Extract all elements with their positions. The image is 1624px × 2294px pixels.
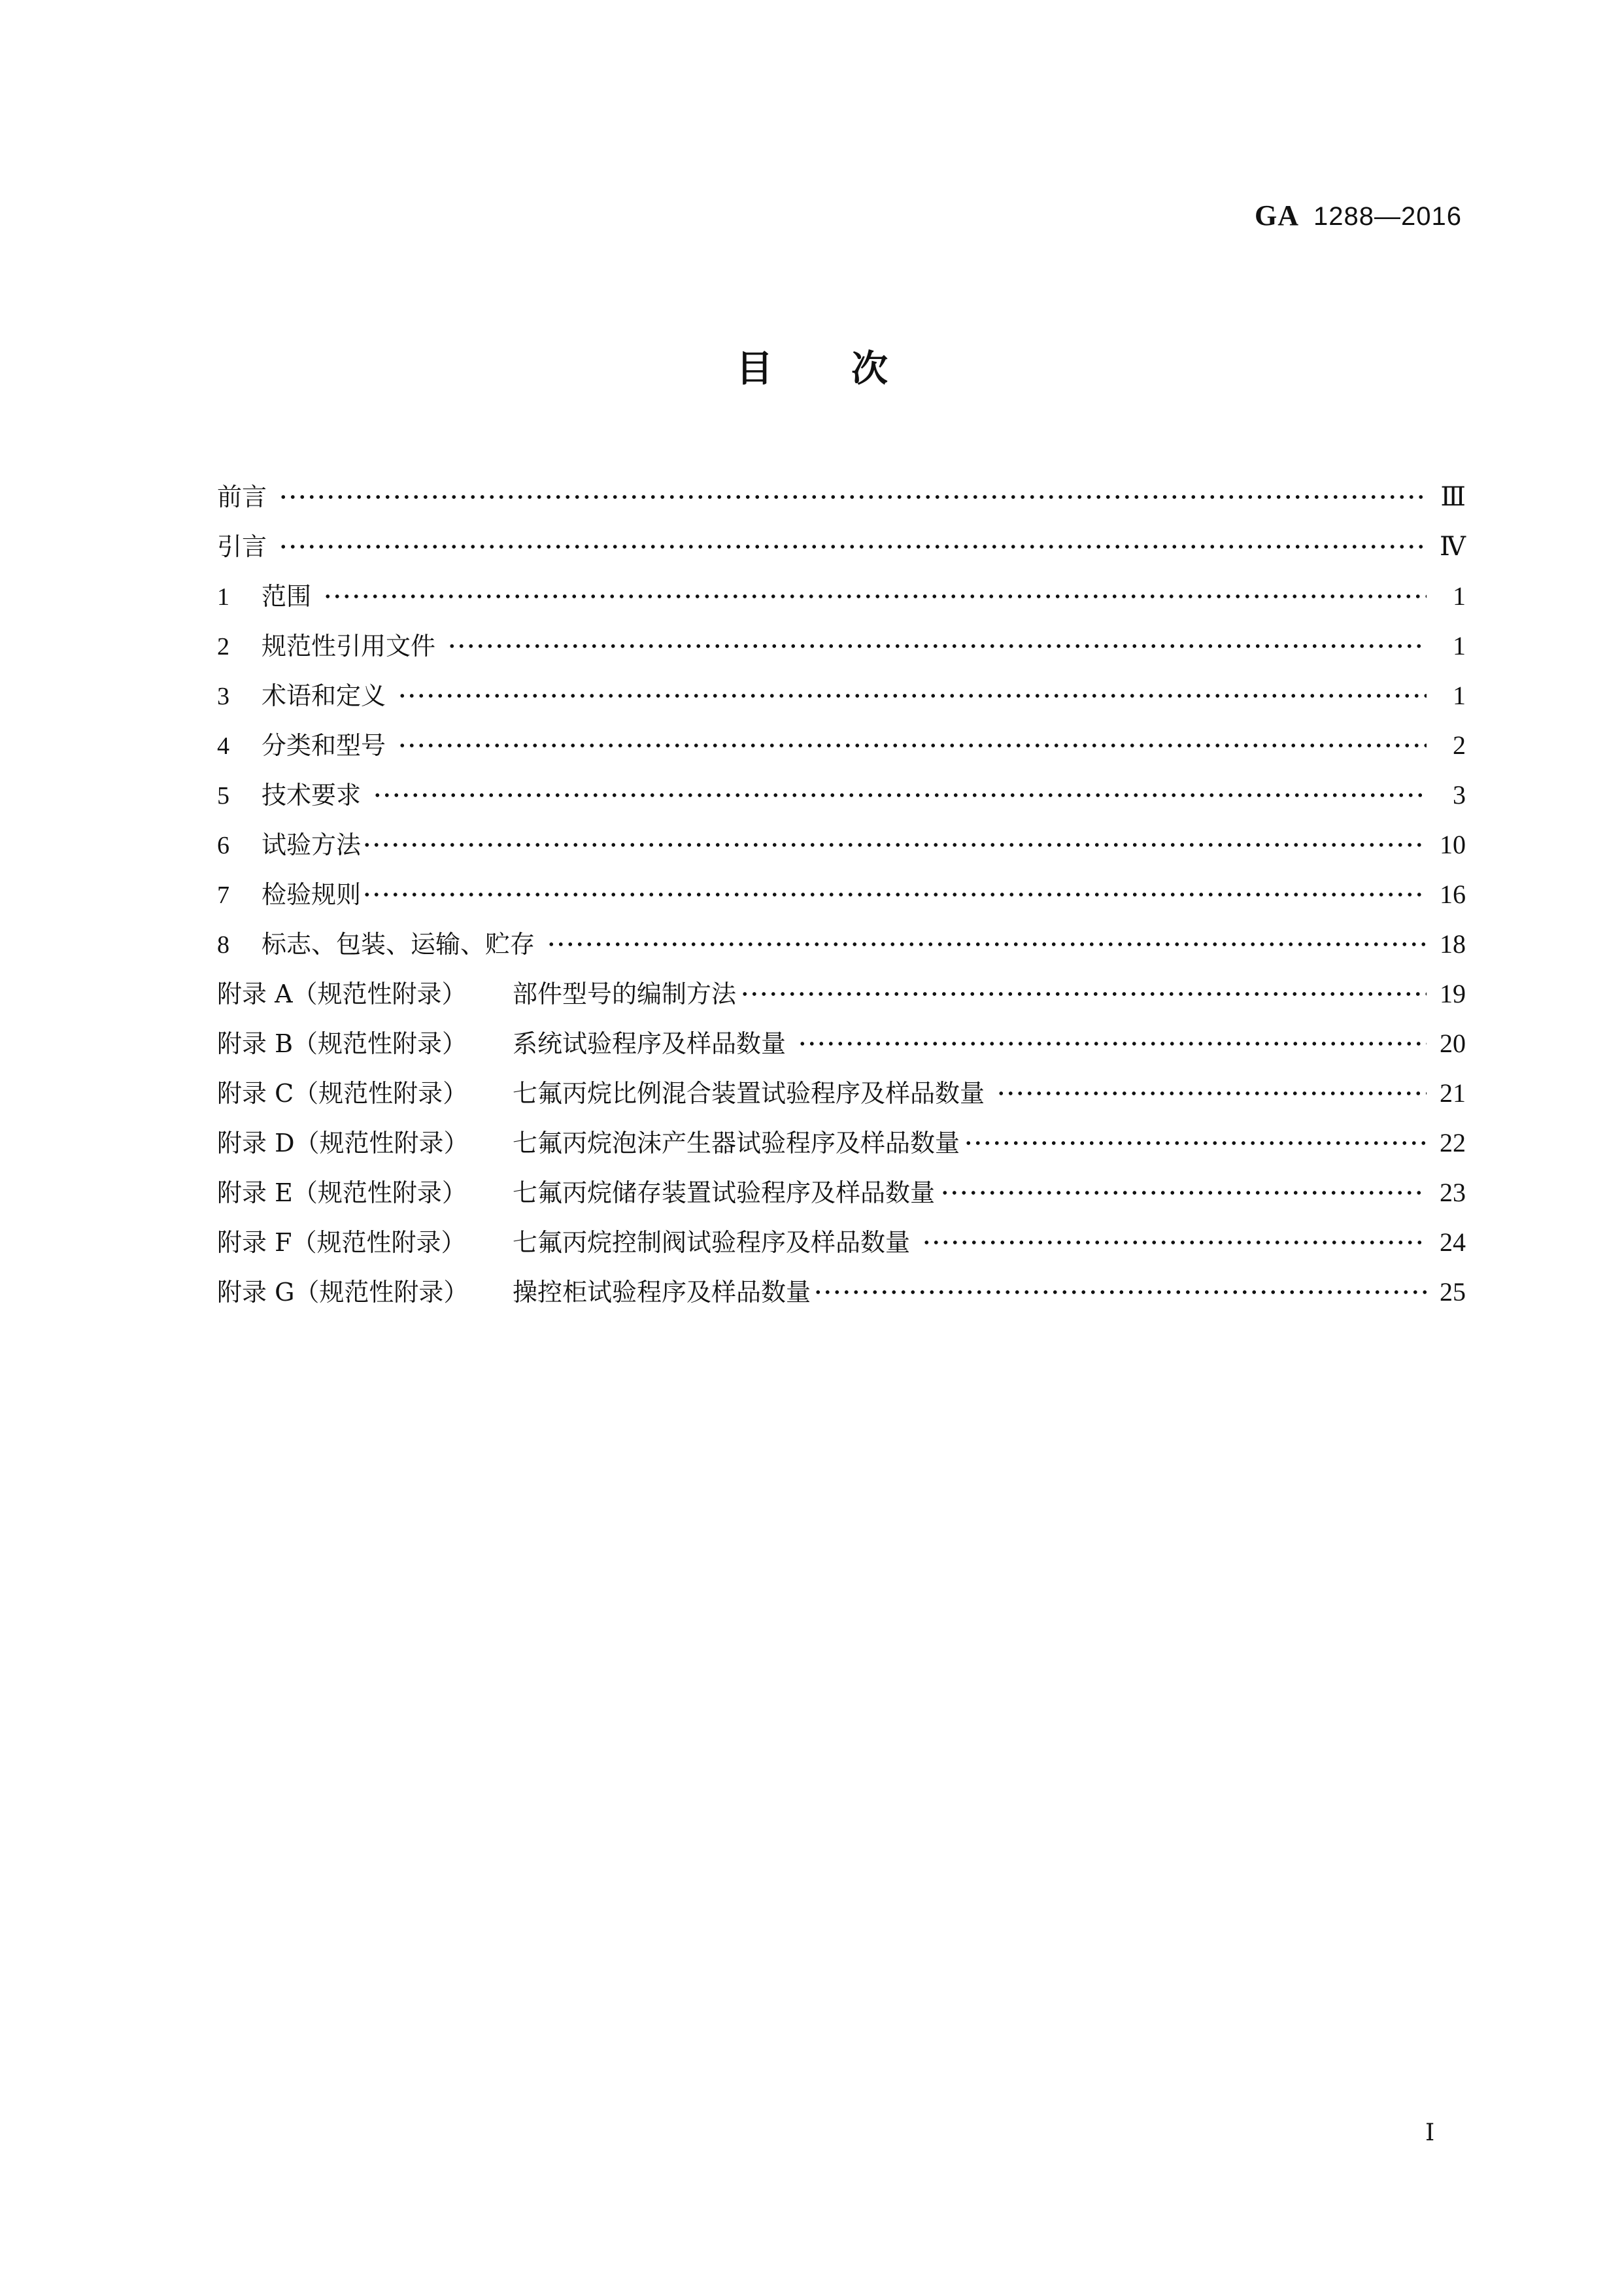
- toc-entry-text: 七氟丙烷控制阀试验程序及样品数量: [513, 1228, 911, 1257]
- standard-number: 1288—2016: [1313, 202, 1462, 231]
- dot-leader: [447, 643, 1427, 649]
- toc-section-number: 2: [217, 633, 229, 660]
- toc-entry-page: 25: [1440, 1277, 1466, 1307]
- toc-entry-text: 系统试验程序及样品数量: [513, 1029, 787, 1058]
- toc-entry-label: [217, 1168, 935, 1218]
- dot-leader: [798, 1040, 1427, 1047]
- toc-entry-page: 23: [1440, 1178, 1466, 1207]
- toc-entry-page: 3: [1453, 780, 1466, 810]
- toc-entry-page: 2: [1453, 730, 1466, 760]
- toc-entry-label: [217, 820, 361, 870]
- toc-entry-page: 1: [1453, 681, 1466, 710]
- toc-entry-text: 技术要求: [262, 781, 362, 810]
- toc-entry-introduction[interactable]: [217, 522, 1466, 572]
- standard-prefix: GA: [1255, 199, 1300, 231]
- standard-code: [1255, 199, 1462, 232]
- dot-leader: [547, 941, 1427, 948]
- toc-section-number: 6: [217, 832, 229, 859]
- toc-entry-label: [217, 919, 535, 970]
- toc-entry-section-6[interactable]: [217, 820, 1466, 870]
- page-title: 目次: [736, 348, 966, 390]
- dot-leader: [922, 1239, 1427, 1246]
- toc-entry-label: [217, 1019, 786, 1069]
- toc-entry-page: 10: [1440, 830, 1466, 859]
- toc-appendix-prefix: 附录 E（规范性附录）: [217, 1178, 467, 1207]
- page-number: Ⅰ: [1425, 2119, 1435, 2146]
- dot-leader: [996, 1090, 1427, 1097]
- toc-entry-text: 规范性引用文件: [262, 632, 436, 660]
- toc-entry-page: 18: [1440, 929, 1466, 959]
- toc-entry-label: [217, 721, 386, 771]
- dot-leader: [740, 991, 1427, 997]
- toc-section-number: 1: [217, 583, 229, 611]
- dot-leader: [362, 891, 1427, 898]
- toc-entry-appendix-e[interactable]: [217, 1168, 1466, 1218]
- toc-entry-section-7[interactable]: [217, 870, 1466, 919]
- toc-entry-text: 引言: [217, 532, 267, 561]
- toc-entry-section-8[interactable]: [217, 919, 1466, 969]
- toc-entry-section-1[interactable]: [217, 572, 1466, 621]
- toc-section-number: 3: [217, 683, 229, 710]
- toc-entry-text: 试验方法: [262, 830, 362, 859]
- toc-entry-text: 标志、包装、运输、贮存: [262, 930, 535, 959]
- toc-entry-section-2[interactable]: [217, 621, 1466, 671]
- toc-appendix-prefix: 附录 C（规范性附录）: [217, 1079, 468, 1108]
- toc-entry-appendix-d[interactable]: [217, 1118, 1466, 1168]
- toc-entry-page: 21: [1440, 1078, 1466, 1108]
- toc-entry-label: [217, 621, 435, 672]
- toc-entry-label: [217, 1069, 985, 1118]
- toc-entry-text: 前言: [217, 483, 267, 511]
- toc-appendix-prefix: 附录 G（规范性附录）: [217, 1278, 469, 1307]
- toc-entry-text: 部件型号的编制方法: [513, 980, 737, 1008]
- dot-leader: [362, 842, 1427, 848]
- toc-entry-label: [217, 1218, 910, 1267]
- toc-entry-page: 1: [1453, 581, 1466, 611]
- toc-entry-text: 七氟丙烷储存装置试验程序及样品数量: [513, 1178, 936, 1207]
- toc-entry-text: 检验规则: [262, 880, 362, 909]
- toc-entry-page: 20: [1440, 1029, 1466, 1058]
- toc-entry-text: 分类和型号: [262, 731, 386, 760]
- toc-entry-appendix-a[interactable]: [217, 969, 1466, 1019]
- toc-entry-text: 七氟丙烷比例混合装置试验程序及样品数量: [513, 1079, 985, 1108]
- toc-entry-label: [217, 870, 361, 920]
- toc-entry-page: 16: [1440, 880, 1466, 909]
- toc-appendix-prefix: 附录 F（规范性附录）: [217, 1228, 466, 1257]
- toc-entry-page: 22: [1440, 1128, 1466, 1157]
- toc-section-number: 4: [217, 732, 229, 760]
- toc-entry-label: [217, 671, 386, 721]
- dot-leader: [398, 742, 1427, 749]
- toc-entry-appendix-f[interactable]: [217, 1218, 1466, 1267]
- dot-leader: [373, 792, 1427, 798]
- dot-leader: [398, 693, 1427, 699]
- toc-entry-page: 19: [1440, 979, 1466, 1008]
- toc-entry-section-3[interactable]: [217, 671, 1466, 721]
- toc-entry-text: 术语和定义: [262, 681, 386, 710]
- toc-section-number: 5: [217, 782, 229, 810]
- toc-section-number: 7: [217, 882, 229, 909]
- dot-leader: [323, 593, 1427, 600]
- toc-entry-text: 操控柜试验程序及样品数量: [513, 1278, 811, 1307]
- toc-appendix-prefix: 附录 A（规范性附录）: [217, 980, 467, 1008]
- toc-entry-page: 24: [1440, 1227, 1466, 1257]
- dot-leader: [279, 494, 1427, 500]
- toc-entry-text: 范围: [262, 582, 312, 611]
- toc-entry-label: [217, 969, 736, 1019]
- toc-entry-page: 1: [1453, 631, 1466, 660]
- dot-leader: [964, 1140, 1427, 1146]
- toc-appendix-prefix: 附录 D（规范性附录）: [217, 1129, 469, 1157]
- toc-entry-label: [217, 522, 267, 572]
- dot-leader: [940, 1190, 1427, 1196]
- table-of-contents: [217, 472, 1466, 1317]
- toc-entry-section-4[interactable]: [217, 721, 1466, 770]
- dot-leader: [279, 543, 1427, 550]
- toc-entry-label: [217, 1267, 811, 1317]
- toc-entry-appendix-c[interactable]: [217, 1069, 1466, 1118]
- toc-entry-page: Ⅳ: [1440, 532, 1466, 561]
- toc-entry-text: 七氟丙烷泡沫产生器试验程序及样品数量: [513, 1129, 960, 1157]
- toc-entry-section-5[interactable]: [217, 770, 1466, 820]
- toc-entry-label: [217, 770, 361, 821]
- toc-entry-label: [217, 1118, 960, 1168]
- toc-entry-label: [217, 472, 267, 522]
- toc-entry-appendix-g[interactable]: [217, 1267, 1466, 1317]
- toc-entry-page: Ⅲ: [1440, 482, 1466, 511]
- toc-entry-label: [217, 572, 311, 622]
- dot-leader: [813, 1289, 1427, 1295]
- toc-entry-appendix-b[interactable]: [217, 1019, 1466, 1069]
- toc-appendix-prefix: 附录 B（规范性附录）: [217, 1029, 467, 1058]
- toc-entry-foreword[interactable]: [217, 472, 1466, 522]
- toc-section-number: 8: [217, 931, 229, 959]
